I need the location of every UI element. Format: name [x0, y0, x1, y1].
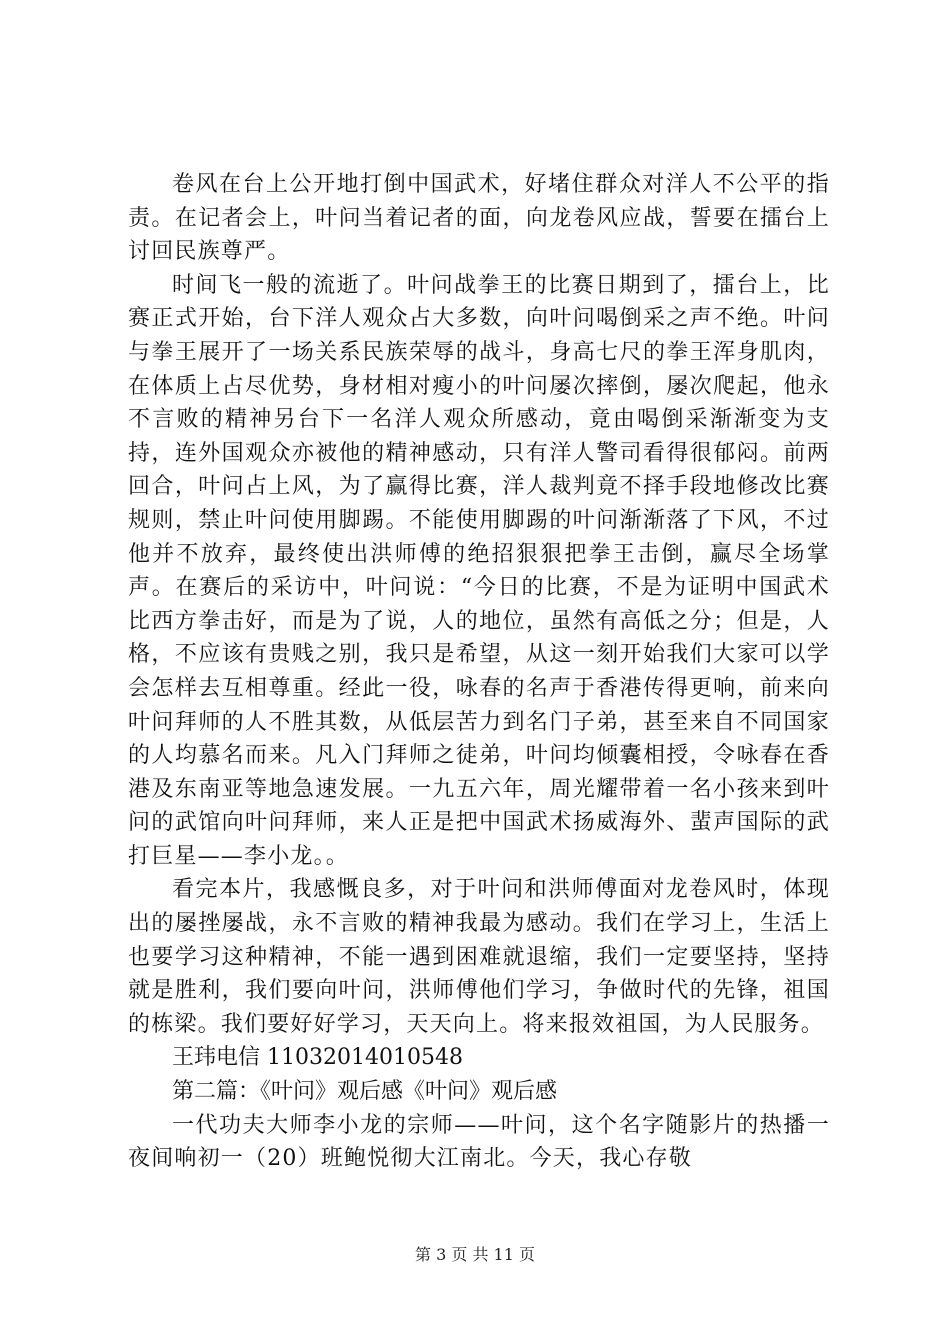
paragraph-2: 时间飞一般的流逝了。叶问战拳王的比赛日期到了，擂台上，比赛正式开始，台下洋人观众占大多数，向叶问喝倒采之声不绝。叶问与拳王展开了一场关系民族荣辱的战斗，身高七尺的拳王浑身肌肉，在体质上占尽优势，身材相对瘦小的叶问屡次摔倒，屡次爬起，他永不言败的精神另台下一名洋人观众所感动，竟由喝倒采渐渐变为支持，连外国观众亦被他的精神感动，只有洋人警司看得很郁闷。前两回合，叶问占上风，为了赢得比赛，洋人裁判竟不择手段地修改比赛规则，禁止叶问使用脚踢。不能使用脚踢的叶问渐渐落了下风，不过他并不放弃，最终使出洪师傅的绝招狠狠把拳王击倒，赢尽全场掌声。在赛后的采访中，叶问说：“今日的比赛，不是为证明中国武术比西方拳击好，而是为了说，人的地位，虽然有高低之分；但是，人格，不应该有贵贱之别，我只是希望，从这一刻开始我们大家可以学会怎样去互相尊重。经此一役，咏春的名声于香港传得更响，前来向叶问拜师的人不胜其数，从低层苦力到名门子弟，甚至来自不同国家的人均慕名而来。凡入门拜师之徒弟，叶问均倾囊相授，令咏春在香港及东南亚等地急速发展。一九五六年，周光耀带着一名小孩来到叶问的武馆向叶问拜师，来人正是把中国武术扬威海外、蜚声国际的武打巨星——李小龙。。: [128, 272, 830, 869]
paragraph-1: 卷风在台上公开地打倒中国武术，好堵住群众对洋人不公平的指责。在记者会上，叶问当着记者的面，向龙卷风应战，誓要在擂台上讨回民族尊严。: [128, 172, 830, 265]
paragraph-3: 看完本片，我感慨良多，对于叶问和洪师傅面对龙卷风时，体现出的屡挫屡战，永不言败的精神我最为感动。我们在学习上，生活上也要学习这种精神，不能一遇到困难就退缩，我们一定要坚持，坚持就是胜利，我们要向叶问，洪师傅他们学习，争做时代的先锋，祖国的栋梁。我们要好好学习，天天向上。将来报效祖国，为人民服务。: [128, 877, 830, 1037]
signature-line: 王玮电信 11032014010548: [172, 1045, 463, 1071]
document-body: [128, 168, 830, 1176]
intro-paragraph: 一代功夫大师李小龙的宗师——叶问，这个名字随影片的热播一夜间响初一（20）班鲍悦彻大江南北。今天，我心存敬: [128, 1112, 830, 1172]
section-heading: 第二篇：《叶问》观后感《叶问》观后感: [172, 1079, 558, 1105]
page-number-footer: 第 3 页 共 11 页: [415, 1245, 535, 1264]
